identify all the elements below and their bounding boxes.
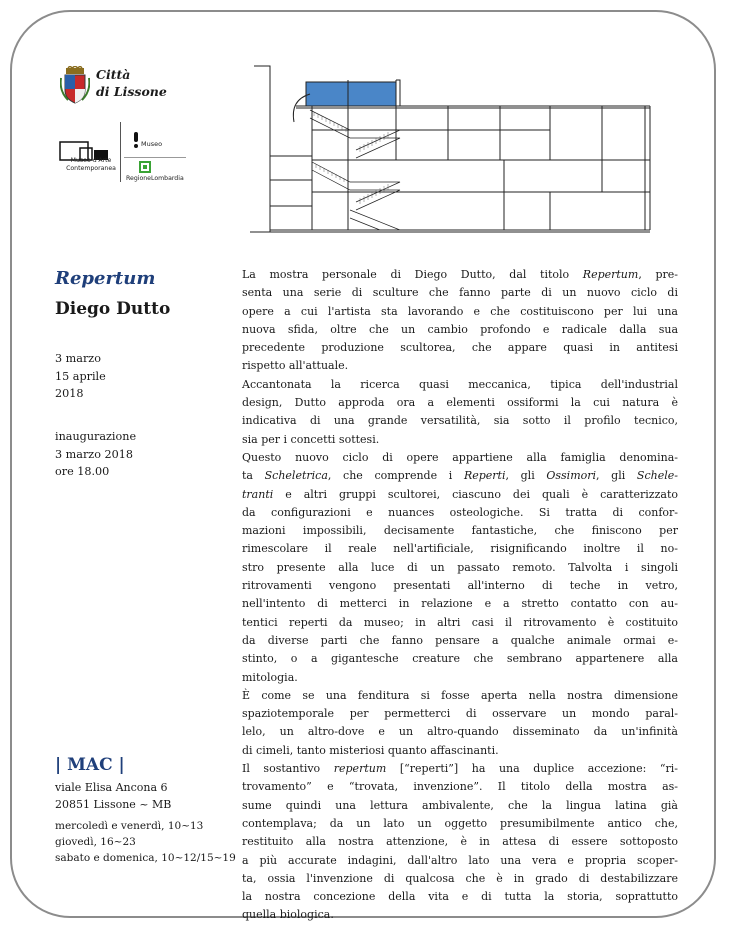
- opening-info: inaugurazione 3 marzo 2018 ore 18.00: [55, 430, 137, 479]
- paragraph-1: La mostra personale di Diego Dutto, dal titolo Repertum, pre- senta una serie di sculture che fanno parte di un nuovo ciclo di opere a cui l'artista sta lavorando e che costituiscono per lui una nuova sfida, oltre che un cambio profondo e radicale dalla sua precedente produzione scultorea, che appare quasi in antitesi rispetto all'attuale.: [242, 268, 678, 373]
- exhibition-title: Repertum: [55, 268, 156, 289]
- opening-hours: mercoledì e venerdì, 10~13 giovedì, 16~23 sabato e domenica, 10~12/15~19: [55, 820, 236, 864]
- date-start: 3 marzo: [55, 352, 101, 365]
- date-year: 2018: [55, 387, 84, 401]
- paragraph-3: Questo nuovo ciclo di opere appartiene alla famiglia denomina- ta Scheletrica, che comprende i Reperti, gli Ossimori, gli Schele- tranti e altri gruppi scultorei, ciascuno dei quali è caratterizzato da configurazioni e nuances osteologiche. Si tratta di confor- mazioni impossibili, decisamente fantastiche, che finiscono per rimescolare il reale nell'artificiale, risignificando inoltre il no- stro presente alla luce di un passato remoto. Talvolta i singoli ritrovamenti vengono presentati all'interno di teche in vetro, nell'intento di metterci in relazione e a stretto contatto con au- tentici reperti da museo; in altri casi il ritrovamento è costituito da diverse parti che fanno pensare a qualche animale ormai e- stinto, o a gigantesche creature che sembrano appartenere alla mitologia.: [242, 450, 678, 684]
- date-end: 15 aprile: [55, 369, 106, 383]
- exhibition-description: [242, 266, 678, 925]
- venue-name: | MAC |: [55, 755, 125, 775]
- museo-label: Museo: [141, 140, 163, 148]
- mac-logo-caption: Museo d'Arte Contemporanea: [66, 157, 116, 172]
- paragraph-4: È come se una fenditura si fosse aperta nella nostra dimensione spaziotemporale per permetterci di osservare un mondo paral- lelo, un altro-dove e un altro-quando disseminato da un'infinità di cimeli, tanto misteriosi quanto affascinanti.: [242, 688, 678, 757]
- paragraph-5: Il sostantivo repertum [“reperti”] ha una duplice accezione: “ri- trovamento” e “trovata, invenzione”. Il titolo della mostra as- sume quindi una lettura ambivalente, che la lingua latina già contemplava; da un lato un oggetto presumibilmente antico che, restituito alla nostra attenzione, è in attesa di essere sottoposto a più accurate indagini, dall'altro lato una vera e propria scoper- ta, ossia l'invenzione di qualcosa che è in grado di destabilizzare la nostra concezione della vita e di tutta la storia, soprattutto quella biologica.: [242, 762, 678, 922]
- exhibition-dates: [55, 350, 106, 403]
- logo-divider-horizontal: [124, 157, 186, 158]
- artist-name: Diego Dutto: [55, 299, 171, 319]
- paragraph-2: Accantonata la ricerca quasi meccanica, tipica dell'industrial design, Dutto approda ora a elementi ossiformi la cui natura è indicativa di una grande versatilità, sia sotto il profilo tecnico, sia per i concetti sottesi.: [242, 377, 678, 446]
- city-crest-icon: [60, 66, 90, 104]
- regione-label: RegioneLombardia: [126, 175, 184, 182]
- logo-divider: [120, 122, 121, 182]
- regione-lombardia-icon: [139, 161, 151, 173]
- city-name: Città di Lissone: [96, 67, 167, 99]
- building-section-drawing: [250, 60, 658, 236]
- venue-address: viale Elisa Ancona 6 20851 Lissone ~ MB: [55, 781, 172, 811]
